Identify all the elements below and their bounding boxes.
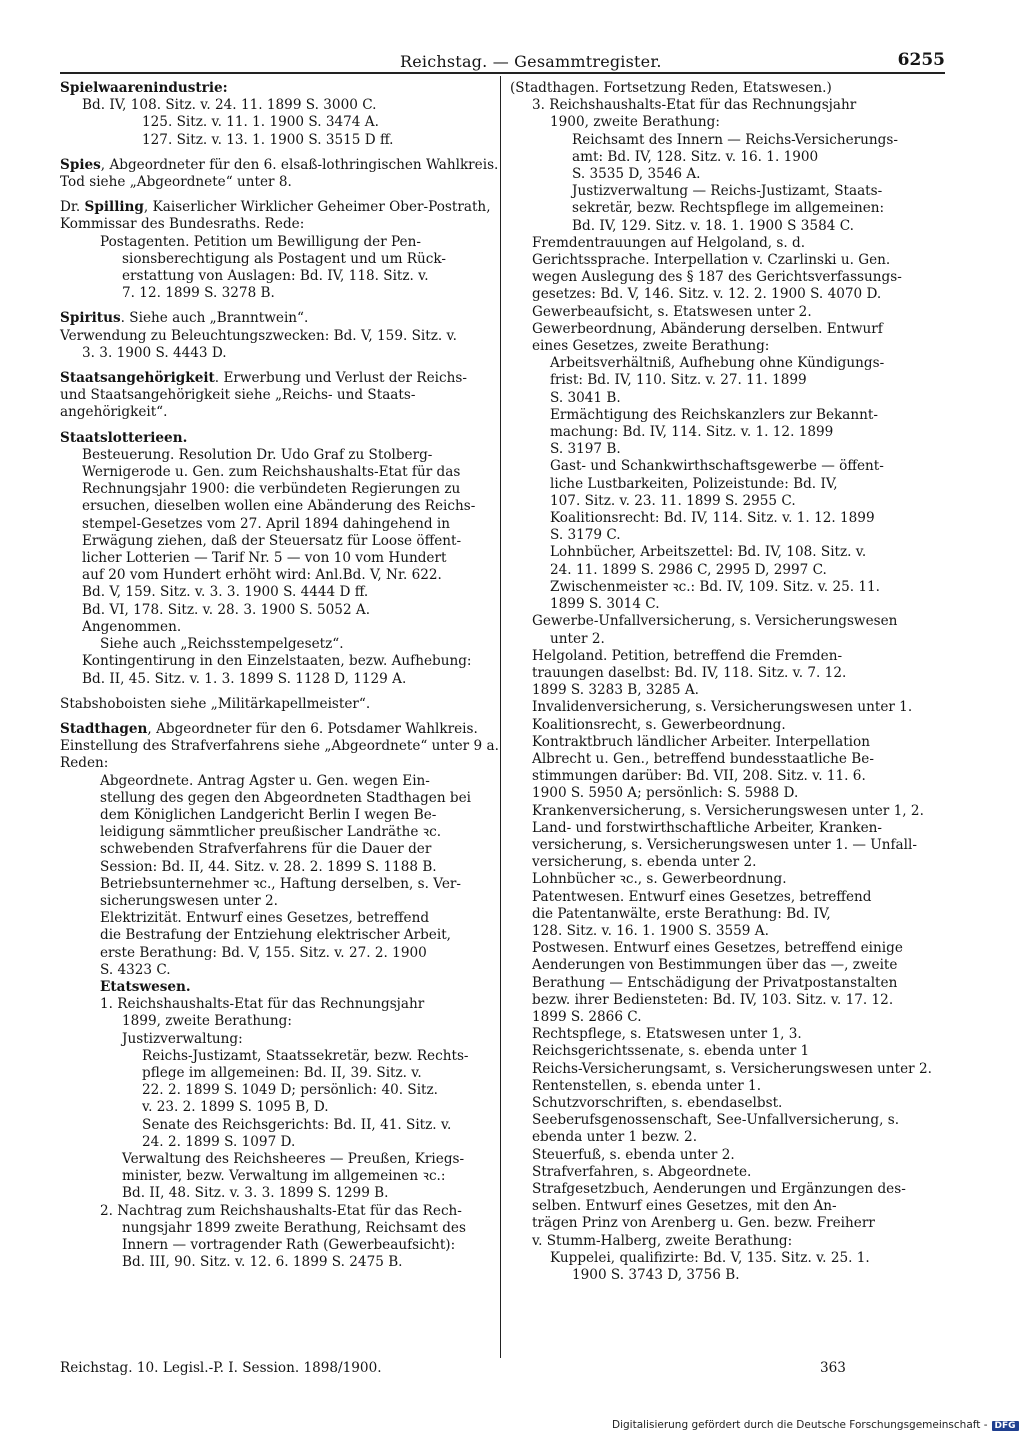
column-divider: [500, 76, 501, 1358]
entry-line: 107. Sitz. v. 23. 11. 1899 S. 2955 C.: [550, 492, 796, 509]
entry-line: Reichs-Versicherungsamt, s. Versicherungswesen unter 2.: [532, 1060, 932, 1077]
entry-line: Lohnbücher ꝛc., s. Gewerbeordnung.: [532, 871, 787, 888]
dfg-logo: DFG: [992, 1421, 1019, 1431]
entry-line: Fremdentrauungen auf Helgoland, s. d.: [532, 234, 806, 251]
entry-line: Innern — vortragender Rath (Gewerbeaufsicht):: [122, 1237, 456, 1253]
entry-line: Postwesen. Entwurf eines Gesetzes, betreffend einige: [532, 940, 903, 957]
entry-line: 3. 3. 1900 S. 4443 D.: [82, 344, 227, 361]
entry-line: Justizverwaltung — Reichs-Justizamt, Staats-: [572, 183, 883, 200]
entry-line: nungsjahr 1899 zweite Berathung, Reichsamt des: [122, 1219, 466, 1236]
headword: Spilling: [84, 199, 144, 216]
entry-line: stellung des gegen den Abgeordneten Stadthagen bei: [100, 789, 472, 806]
entry-line: trägen Prinz von Arenberg u. Gen. bezw. Freiherr: [532, 1215, 875, 1232]
entry-line: S. 4323 C.: [100, 961, 171, 978]
entry-line: Gewerbe-Unfallversicherung, s. Versicherungswesen: [532, 613, 898, 630]
entry-line: Abgeordnete. Antrag Agster u. Gen. wegen Ein-: [100, 772, 430, 789]
index-entry: [60, 696, 490, 713]
entry-line: Land- und forstwirthschaftliche Arbeiter, Kranken-: [532, 819, 882, 836]
entry-line: trauungen daselbst: Bd. IV, 118. Sitz. v. 7. 12.: [532, 664, 847, 681]
headword: Staatsangehörigkeit: [60, 370, 215, 387]
entry-line: (Stadthagen. Fortsetzung Reden, Etatswesen.): [510, 80, 832, 96]
index-entry: [60, 80, 490, 149]
sheet-number: 363: [820, 1360, 846, 1376]
headword: Spies: [60, 156, 101, 173]
entry-line: Session: Bd. II, 44. Sitz. v. 28. 2. 1899 S. 1188 B.: [100, 858, 437, 875]
entry-line: Kuppelei, qualifizirte: Bd. V, 135. Sitz. v. 25. 1.: [550, 1249, 870, 1266]
entry-line: Einstellung des Strafverfahrens siehe „Abgeordnete“ unter 9 a.: [60, 738, 499, 755]
entry-line: Besteuerung. Resolution Dr. Udo Graf zu Stolberg-: [82, 446, 433, 463]
entry-line: Wernigerode u. Gen. zum Reichshaushalts-Etat für das: [82, 464, 461, 481]
entry-line: Siehe auch „Reichsstempelgesetz“.: [100, 636, 344, 653]
entry-line: Lohnbücher, Arbeitszettel: Bd. IV, 108. Sitz. v.: [550, 544, 867, 561]
entry-line: Koalitionsrecht: Bd. IV, 114. Sitz. v. 1. 12. 1899: [550, 510, 875, 527]
entry-line: die Bestrafung der Entziehung elektrischer Arbeit,: [100, 927, 451, 944]
entry-line: licher Lotterien — Tarif Nr. 5 — von 10 vom Hundert: [82, 550, 447, 567]
entry-line: 24. 2. 1899 S. 1097 D.: [142, 1133, 296, 1150]
running-header: [60, 48, 945, 74]
index-entry: [60, 370, 490, 422]
entry-line: pflege im allgemeinen: Bd. II, 39. Sitz. v.: [142, 1064, 422, 1081]
entry-line: Erwägung ziehen, daß der Steuersatz für Loose öffent-: [82, 532, 462, 549]
entry-line: Kontraktbruch ländlicher Arbeiter. Interpellation: [532, 733, 870, 750]
entry-line: v. Stumm-Halberg, zweite Berathung:: [532, 1232, 793, 1249]
index-entry: [60, 156, 499, 191]
entry-line: v. 23. 2. 1899 S. 1095 B, D.: [142, 1099, 329, 1116]
entry-line: frist: Bd. IV, 110. Sitz. v. 27. 11. 1899: [550, 372, 807, 389]
entry-line: minister, bezw. Verwaltung im allgemeinen ꝛc.:: [122, 1168, 446, 1185]
entry-line: sicherungswesen unter 2.: [100, 892, 279, 909]
entry-line: Senate des Reichsgerichts: Bd. II, 41. Sitz. v.: [142, 1116, 452, 1133]
entry-line: wegen Auslegung des § 187 des Gerichtsverfassungs-: [532, 269, 902, 286]
entry-line: Kommissar des Bundesraths. Rede:: [60, 216, 305, 233]
entry-line: erstattung von Auslagen: Bd. IV, 118. Sitz. v.: [122, 268, 429, 285]
footer-imprint: Reichstag. 10. Legisl.-P. I. Session. 1898/1900.: [60, 1360, 382, 1376]
entry-line: Berathung — Entschädigung der Privatpostanstalten: [532, 974, 898, 991]
header-rule: [60, 72, 945, 74]
entry-line: Koalitionsrecht, s. Gewerbeordnung.: [532, 716, 786, 733]
entry-line: Schutzvorschriften, s. ebendaselbst.: [532, 1094, 783, 1111]
entry-line: liche Lustbarkeiten, Polizeistunde: Bd. IV,: [550, 475, 838, 492]
left-column: [60, 80, 499, 1279]
entry-line: S. 3179 C.: [550, 527, 621, 544]
entry-line: Elektrizität. Entwurf eines Gesetzes, betreffend: [100, 910, 430, 927]
entry-line: 1899 S. 3283 B, 3285 A.: [532, 682, 699, 699]
index-entry: [60, 720, 499, 1272]
entry-line: 1900 S. 3743 D, 3756 B.: [572, 1267, 740, 1284]
entry-line: 1899, zweite Berathung:: [122, 1013, 292, 1030]
entry-line: Ermächtigung des Reichskanzlers zur Bekannt-: [550, 406, 878, 423]
entry-line: stimmungen darüber: Bd. VII, 208. Sitz. v. 11. 6.: [532, 768, 866, 785]
entry-line: und Staatsangehörigkeit siehe „Reichs- und Staats-: [60, 387, 416, 404]
entry-line: Etatswesen.: [100, 978, 191, 995]
entry-line: Tod siehe „Abgeordnete“ unter 8.: [60, 174, 292, 191]
entry-line: 22. 2. 1899 S. 1049 D; persönlich: 40. Sitz.: [142, 1082, 439, 1099]
entry-line: sionsberechtigung als Postagent und um Rück-: [122, 250, 446, 267]
entry-line: 1900, zweite Berathung:: [550, 114, 720, 131]
entry-line: versicherung, s. Versicherungswesen unter 1. — Unfall-: [532, 836, 917, 853]
entry-line: Strafgesetzbuch, Aenderungen und Ergänzungen des-: [532, 1181, 906, 1197]
headword: Stadthagen: [60, 720, 148, 737]
entry-line: Gerichtssprache. Interpellation v. Czarlinski u. Gen.: [532, 252, 891, 269]
entry-line: leidigung sämmtlicher preußischer Landräthe ꝛc.: [100, 824, 442, 841]
index-entry: [510, 80, 945, 1284]
entry-line: eines Gesetzes, zweite Berathung:: [532, 338, 770, 355]
index-entry: [60, 430, 490, 688]
entry-line: auf 20 vom Hundert erhöht wird: Anl.Bd. V, Nr. 622.: [82, 567, 442, 584]
entry-line: Angenommen.: [82, 618, 182, 635]
entry-line: Bd. IV, 129. Sitz. v. 18. 1. 1900 S 3584 C.: [572, 217, 854, 234]
entry-line: die Patentanwälte, erste Berathung: Bd. IV,: [532, 905, 831, 922]
entry-line: Reichsamt des Innern — Reichs-Versicherungs-: [572, 131, 898, 148]
entry-line: 128. Sitz. v. 16. 1. 1900 S. 3559 A.: [532, 922, 769, 939]
entry-line: Kontingentirung in den Einzelstaaten, bezw. Aufhebung:: [82, 653, 472, 670]
entry-line: bezw. ihrer Bediensteten: Bd. IV, 103. Sitz. v. 17. 12.: [532, 991, 894, 1008]
entry-line: Helgoland. Petition, betreffend die Fremden-: [532, 647, 843, 664]
entry-line: 127. Sitz. v. 13. 1. 1900 S. 3515 D ff.: [142, 131, 394, 148]
entry-line: Justizverwaltung:: [122, 1030, 243, 1047]
page-footer: [60, 1360, 945, 1382]
entry-line: stempel-Gesetzes vom 27. April 1894 dahingehend in: [82, 515, 451, 532]
entry-line: 125. Sitz. v. 11. 1. 1900 S. 3474 A.: [142, 114, 379, 131]
entry-line: Rechtspflege, s. Etatswesen unter 1, 3.: [532, 1026, 802, 1043]
entry-line: Gewerbeaufsicht, s. Etatswesen unter 2.: [532, 303, 812, 320]
entry-line: 24. 11. 1899 S. 2986 C, 2995 D, 2997 C.: [550, 561, 827, 578]
entry-line: 1899 S. 2866 C.: [532, 1008, 642, 1025]
entry-line: Verwendung zu Beleuchtungszwecken: Bd. V, 159. Sitz. v.: [60, 327, 457, 344]
entry-line: selben. Entwurf eines Gesetzes, mit den An-: [532, 1198, 837, 1215]
entry-line: Stadthagen, Abgeordneter für den 6. Potsdamer Wahlkreis.: [60, 720, 478, 737]
entry-line: Seeberufsgenossenschaft, See-Unfallversicherung, s.: [532, 1112, 900, 1129]
right-column: [510, 80, 945, 1292]
entry-line: Stabshoboisten siehe „Militärkapellmeister“.: [60, 695, 371, 712]
entry-line: 1. Reichshaushalts-Etat für das Rechnungsjahr: [100, 996, 425, 1013]
digitization-credit: [612, 1419, 1019, 1431]
entry-line: Spies, Abgeordneter für den 6. elsaß-lothringischen Wahlkreis.: [60, 156, 499, 173]
entry-line: gesetzes: Bd. V, 146. Sitz. v. 12. 2. 1900 S. 4070 D.: [532, 286, 882, 303]
entry-line: unter 2.: [550, 630, 605, 647]
entry-line: 2. Nachtrag zum Reichshaushalts-Etat für das Rech-: [100, 1202, 462, 1219]
headword: Spiritus: [60, 310, 121, 327]
entry-line: Rentenstellen, s. ebenda unter 1.: [532, 1077, 762, 1094]
page-number: 6255: [897, 50, 945, 70]
entry-line: Bd. IV, 108. Sitz. v. 24. 11. 1899 S. 3000 C.: [82, 97, 377, 114]
entry-line: Dr. Spilling, Kaiserlicher Wirklicher Geheimer Ober-Postrath,: [60, 199, 491, 216]
entry-line: Steuerfuß, s. ebenda unter 2.: [532, 1146, 735, 1163]
entry-line: sekretär, bezw. Rechtspflege im allgemeinen:: [572, 200, 885, 217]
entry-line: Spielwaarenindustrie:: [60, 80, 228, 96]
entry-line: Patentwesen. Entwurf eines Gesetzes, betreffend: [532, 888, 872, 905]
entry-line: Bd. V, 159. Sitz. v. 3. 3. 1900 S. 4444 D ff.: [82, 584, 369, 601]
entry-line: Bd. VI, 178. Sitz. v. 28. 3. 1900 S. 5052 A.: [82, 601, 371, 618]
entry-line: Gewerbeordnung, Abänderung derselben. Entwurf: [532, 320, 883, 337]
entry-line: Reichs-Justizamt, Staatssekretär, bezw. Rechts-: [142, 1047, 469, 1064]
credit-text: Digitalisierung gefördert durch die Deutsche Forschungsgemeinschaft -: [612, 1419, 988, 1431]
entry-line: Staatslotterieen.: [60, 429, 188, 446]
entry-line: machung: Bd. IV, 114. Sitz. v. 1. 12. 1899: [550, 424, 834, 441]
entry-line: S. 3535 D, 3546 A.: [572, 166, 701, 183]
entry-line: S. 3041 B.: [550, 389, 621, 406]
entry-line: Strafverfahren, s. Abgeordnete.: [532, 1163, 752, 1180]
entry-line: Zwischenmeister ꝛc.: Bd. IV, 109. Sitz. v. 25. 11.: [550, 578, 881, 595]
entry-line: Staatsangehörigkeit. Erwerbung und Verlust der Reichs-: [60, 370, 467, 387]
entry-line: Bd. III, 90. Sitz. v. 12. 6. 1899 S. 2475 B.: [122, 1254, 403, 1271]
entry-line: Aenderungen von Bestimmungen über das —, zweite: [532, 957, 898, 974]
entry-line: versicherung, s. ebenda unter 2.: [532, 854, 757, 871]
entry-line: Rechnungsjahr 1900: die verbündeten Regierungen zu: [82, 481, 461, 498]
entry-line: erste Berathung: Bd. V, 155. Sitz. v. 27. 2. 1900: [100, 944, 427, 961]
entry-line: Verwaltung des Reichsheeres — Preußen, Kriegs-: [122, 1150, 465, 1167]
entry-line: Albrecht u. Gen., betreffend bundesstaatliche Be-: [532, 750, 874, 767]
index-entry: [60, 310, 490, 362]
entry-line: Reden:: [60, 755, 109, 772]
entry-line: Gast- und Schankwirthschaftsgewerbe — öffent-: [550, 458, 884, 475]
entry-line: Arbeitsverhältniß, Aufhebung ohne Kündigungs-: [550, 355, 885, 372]
entry-line: amt: Bd. IV, 128. Sitz. v. 16. 1. 1900: [572, 148, 819, 165]
entry-line: Bd. II, 48. Sitz. v. 3. 3. 1899 S. 1299 B.: [122, 1185, 389, 1202]
running-title: Reichstag. — Gesammtregister.: [400, 52, 662, 71]
entry-line: schwebenden Strafverfahrens für die Dauer der: [100, 841, 432, 858]
entry-line: dem Königlichen Landgericht Berlin I wegen Be-: [100, 806, 437, 823]
entry-line: ersuchen, dieselben wollen eine Abänderung des Reichs-: [82, 498, 476, 515]
entry-line: Krankenversicherung, s. Versicherungswesen unter 1, 2.: [532, 802, 924, 819]
entry-line: Betriebsunternehmer ꝛc., Haftung derselben, s. Ver-: [100, 875, 461, 892]
entry-line: angehörigkeit“.: [60, 404, 168, 421]
entry-line: Reichsgerichtssenate, s. ebenda unter 1: [532, 1043, 810, 1060]
entry-line: ebenda unter 1 bezw. 2.: [532, 1129, 698, 1146]
entry-line: Postagenten. Petition um Bewilligung der Pen-: [100, 233, 421, 250]
entry-line: Invalidenversicherung, s. Versicherungswesen unter 1.: [532, 699, 913, 716]
entry-line: 1900 S. 5950 A; persönlich: S. 5988 D.: [532, 785, 799, 802]
entry-line: S. 3197 B.: [550, 441, 621, 458]
entry-line: 1899 S. 3014 C.: [550, 596, 660, 613]
entry-line: Spiritus. Siehe auch „Branntwein“.: [60, 310, 309, 327]
entry-line: Bd. II, 45. Sitz. v. 1. 3. 1899 S. 1128 D, 1129 A.: [82, 670, 407, 687]
entry-line: 7. 12. 1899 S. 3278 B.: [122, 285, 275, 302]
entry-line: 3. Reichshaushalts-Etat für das Rechnungsjahr: [532, 97, 857, 114]
index-entry: [60, 199, 490, 302]
